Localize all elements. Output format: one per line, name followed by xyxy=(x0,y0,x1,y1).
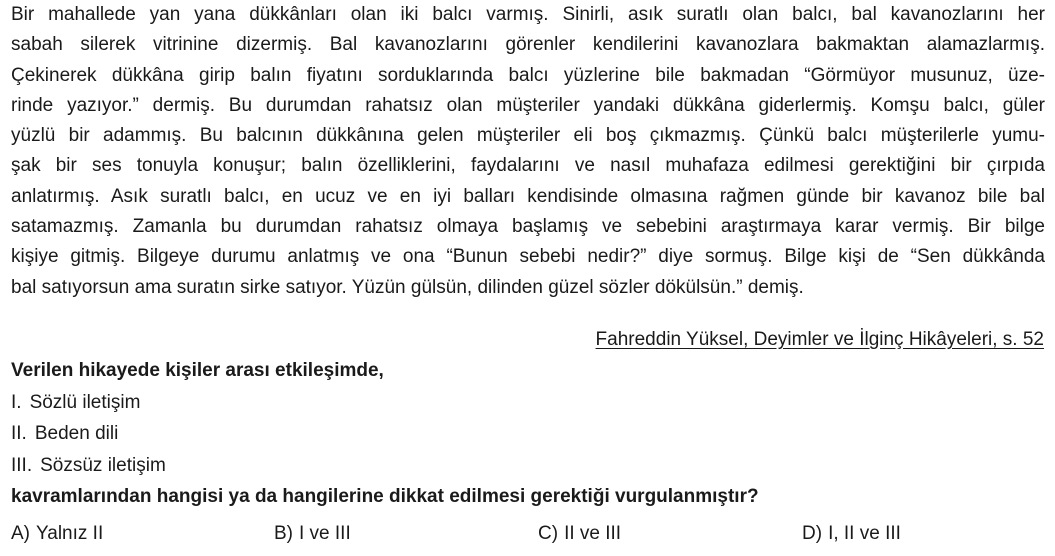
story-passage xyxy=(11,0,1045,303)
passage-line: bal satıyorsun ama suratın sirke satıyor. Yüzün gülsün, dilinden güzel sözler dökülsün.” demiş. xyxy=(11,276,804,298)
item-text: Beden dili xyxy=(34,423,119,444)
source-citation: Fahreddin Yüksel, Deyimler ve İlginç Hikâyeleri, s. 52 xyxy=(595,329,1044,350)
question-stem: Verilen hikayede kişiler arası etkileşimde, xyxy=(11,360,384,381)
item-text: Sözsüz iletişim xyxy=(40,454,166,476)
concept-item xyxy=(11,450,1045,482)
item-number: I. xyxy=(11,391,22,413)
option-text: I, II ve III xyxy=(828,523,901,544)
passage-line: anlatırmış. Asık suratlı balcı, en ucuz ve en iyi balları kendisinde olmasına rağmen günde bir kavanoz bile bal xyxy=(11,185,1045,207)
passage-line: şak bir ses tonuyla konuşur; balın özelliklerini, faydalarını ve nasıl muhafaza edilmesi gerektiğini bir çırpıda xyxy=(11,155,1045,177)
option-d[interactable] xyxy=(802,518,901,549)
option-text: I ve III xyxy=(299,523,351,544)
option-c[interactable] xyxy=(538,518,621,549)
question-block xyxy=(11,355,1045,513)
option-letter: B) xyxy=(274,523,293,544)
option-letter: D) xyxy=(802,523,823,544)
passage-line: rinde yazıyor.” dermiş. Bu durumdan rahatsız olan müşteriler yandaki dükkâna giderlermiş. Komşu balcı, güler xyxy=(11,94,1045,116)
answer-options xyxy=(0,518,1055,549)
option-letter: C) xyxy=(538,523,559,544)
option-letter: A) xyxy=(11,523,30,544)
option-text: II ve III xyxy=(564,523,622,544)
passage-line: Bir mahallede yan yana dükkânları olan iki balcı varmış. Sinirli, asık suratlı olan balcı, bal kavanozlarını her xyxy=(11,4,1045,25)
concept-item xyxy=(11,387,1045,419)
passage-line: sabah silerek vitrinine dizermiş. Bal kavanozlarını görenler kendilerini kavanozlara bakmaktan alamazlarmış. xyxy=(11,34,1045,56)
passage-line: satamazmış. Zamanla bu durumdan rahatsız olmaya başlamış ve sebebini araştırmaya karar vermiş. Bir bilge xyxy=(11,216,1045,238)
option-a[interactable] xyxy=(11,518,103,549)
option-text: Yalnız II xyxy=(36,523,104,544)
item-number: III. xyxy=(11,454,33,476)
item-number: II. xyxy=(11,423,27,444)
passage-line: yüzlü bir adammış. Bu balcının dükkânına gelen müşteriler eli boş çıkmazmış. Çünkü balcı müşterilerle yumu- xyxy=(11,125,1045,147)
option-b[interactable] xyxy=(274,518,351,549)
question-prompt: kavramlarından hangisi ya da hangilerine dikkat edilmesi gerektiği vurgulanmıştır? xyxy=(11,486,759,507)
item-text: Sözlü iletişim xyxy=(29,391,141,413)
passage-line: kişiye gitmiş. Bilgeye durumu anlatmış ve ona “Bunun sebebi nedir?” diye sormuş. Bilge kişi de “Sen dükkânda xyxy=(11,246,1045,268)
passage-line: Çekinerek dükkâna girip balın fiyatını sorduklarında balcı yüzlerine bile bakmadan “Görmüyor musunuz, üze- xyxy=(11,64,1045,86)
concept-item xyxy=(11,418,1045,450)
